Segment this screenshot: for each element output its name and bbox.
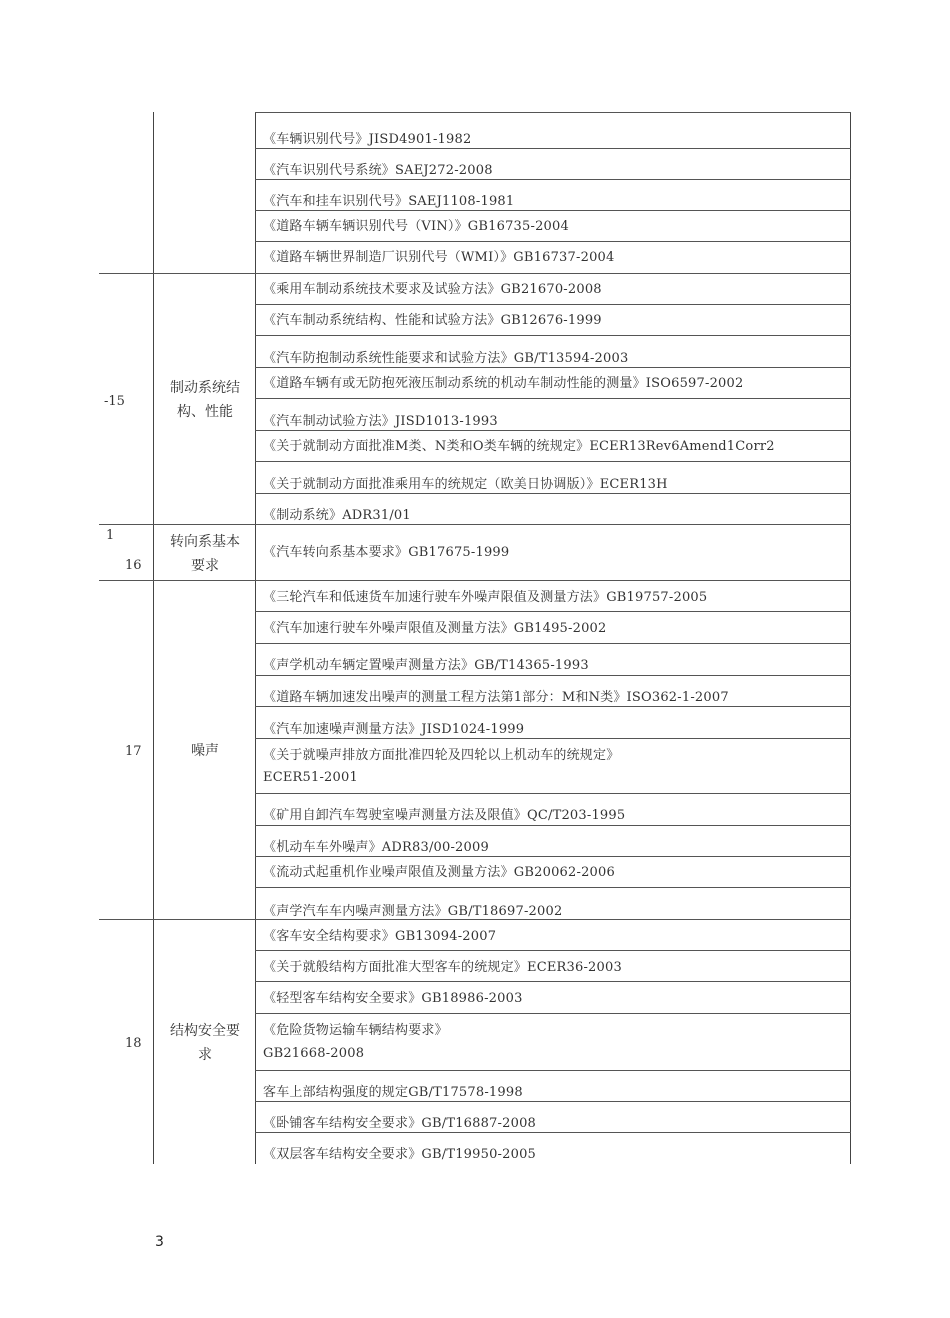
- standard-entry: 《轻型客车结构安全要求》GB18986-2003: [263, 991, 523, 1006]
- row-divider: [255, 611, 851, 612]
- row-divider: [255, 1132, 851, 1133]
- category-cell: [156, 376, 254, 424]
- group-divider: [99, 273, 851, 274]
- row-divider: [255, 398, 851, 399]
- category-line: 转向系基本: [170, 534, 240, 550]
- standard-entry: 《车辆识别代号》JISD4901-1982: [263, 132, 472, 147]
- category-cell: [156, 1019, 254, 1067]
- standard-entry: 《道路车辆有或无防抱死液压制动系统的机动车制动性能的测量》ISO6597-2002: [263, 376, 744, 391]
- category-line: 构、性能: [177, 404, 233, 420]
- row-divider: [255, 856, 851, 857]
- standard-entry: 《汽车加速行驶车外噪声限值及测量方法》GB1495-2002: [263, 621, 607, 636]
- row-number: -15: [104, 394, 125, 409]
- row-divider: [255, 210, 851, 211]
- standard-entry: 《危险货物运输车辆结构要求》: [263, 1023, 448, 1038]
- category-cell: [156, 739, 254, 763]
- row-divider: [255, 981, 851, 982]
- row-divider: [255, 1101, 851, 1102]
- standard-entry: 《卧铺客车结构安全要求》GB/T16887-2008: [263, 1116, 537, 1131]
- standard-entry: 《乘用车制动系统技术要求及试验方法》GB21670-2008: [263, 282, 602, 297]
- row-divider: [255, 675, 851, 676]
- standard-entry: 《关于就般结构方面批准大型客车的统规定》ECER36-2003: [263, 960, 622, 975]
- row-divider: [255, 304, 851, 305]
- standard-entry: GB21668-2008: [263, 1046, 365, 1061]
- standard-entry: 《道路车辆世界制造厂识别代号（WMI）》GB16737-2004: [263, 250, 615, 265]
- row-divider: [255, 1070, 851, 1071]
- page-number: 3: [155, 1234, 164, 1250]
- standard-entry: 《关于就制动方面批准乘用车的统规定（欧美日协调版）》ECER13H: [263, 477, 668, 492]
- standard-entry: 《汽车识别代号系统》SAEJ272-2008: [263, 163, 493, 178]
- category-cell: [156, 530, 254, 578]
- category-line: 要求: [191, 558, 219, 574]
- table-left-border: [153, 112, 154, 1164]
- row-divider: [255, 335, 851, 336]
- row-divider: [255, 461, 851, 462]
- standard-entry: 《三轮汽车和低速货车加速行驶车外噪声限值及测量方法》GB19757-2005: [263, 590, 708, 605]
- row-number: 17: [125, 744, 142, 759]
- row-divider: [255, 738, 851, 739]
- group-divider: [99, 580, 851, 581]
- group-divider: [99, 524, 851, 525]
- row-divider: [255, 706, 851, 707]
- standard-entry: 《道路车辆加速发出噪声的测量工程方法第1部分：M和N类》ISO362-1-2007: [263, 690, 729, 705]
- standard-entry: 《汽车防抱制动系统性能要求和试验方法》GB/T13594-2003: [263, 351, 629, 366]
- standard-entry: 《声学机动车辆定置噪声测量方法》GB/T14365-1993: [263, 658, 589, 673]
- row-divider: [255, 493, 851, 494]
- row-divider: [255, 148, 851, 149]
- table-top-border: [255, 112, 851, 113]
- standard-entry: 《汽车制动试验方法》JISD1013-1993: [263, 414, 498, 429]
- standard-entry: 《汽车转向系基本要求》GB17675-1999: [263, 545, 510, 560]
- category-line: 结构安全要: [170, 1023, 240, 1039]
- category-line: 制动系统结: [170, 380, 240, 396]
- standard-entry: 《流动式起重机作业噪声限值及测量方法》GB20062-2006: [263, 865, 615, 880]
- table-col-divider: [255, 112, 256, 1164]
- row-number-part: 16: [125, 558, 142, 573]
- standard-entry: 《汽车加速噪声测量方法》JISD1024-1999: [263, 722, 525, 737]
- row-divider: [255, 1013, 851, 1014]
- standard-entry: 客车上部结构强度的规定GB/T17578-1998: [263, 1085, 523, 1100]
- standard-entry: 《汽车和挂车识别代号》SAEJ1108-1981: [263, 194, 515, 209]
- row-number: 18: [125, 1036, 142, 1051]
- standard-entry: 《机动车车外噪声》ADR83/00-2009: [263, 840, 489, 855]
- category-line: 求: [198, 1047, 212, 1063]
- row-divider: [255, 887, 851, 888]
- row-divider: [255, 241, 851, 242]
- category-line: 噪声: [191, 743, 219, 759]
- standard-entry: 《双层客车结构安全要求》GB/T19950-2005: [263, 1147, 537, 1162]
- row-divider: [255, 643, 851, 644]
- row-divider: [255, 430, 851, 431]
- standard-entry: 《矿用自卸汽车驾驶室噪声测量方法及限值》QC/T203-1995: [263, 808, 626, 823]
- row-divider: [255, 825, 851, 826]
- standard-entry: 《声学汽车车内噪声测量方法》GB/T18697-2002: [263, 904, 563, 919]
- row-number-part: 1: [106, 528, 115, 543]
- row-divider: [255, 179, 851, 180]
- standard-entry: 《汽车制动系统结构、性能和试验方法》GB12676-1999: [263, 313, 602, 328]
- row-divider: [255, 793, 851, 794]
- standard-entry: 《制动系统》ADR31/01: [263, 508, 411, 523]
- row-divider: [255, 950, 851, 951]
- standard-entry: 《关于就制动方面批准M类、N类和O类车辆的统规定》ECER13Rev6Amend1Corr2: [263, 439, 775, 454]
- standard-entry: ECER51-2001: [263, 770, 358, 785]
- row-divider: [255, 367, 851, 368]
- standard-entry: 《客车安全结构要求》GB13094-2007: [263, 929, 497, 944]
- table-right-border: [850, 112, 851, 1164]
- standard-entry: 《道路车辆车辆识别代号（VIN）》GB16735-2004: [263, 219, 569, 234]
- standard-entry: 《关于就噪声排放方面批准四轮及四轮以上机动车的统规定》: [263, 748, 620, 763]
